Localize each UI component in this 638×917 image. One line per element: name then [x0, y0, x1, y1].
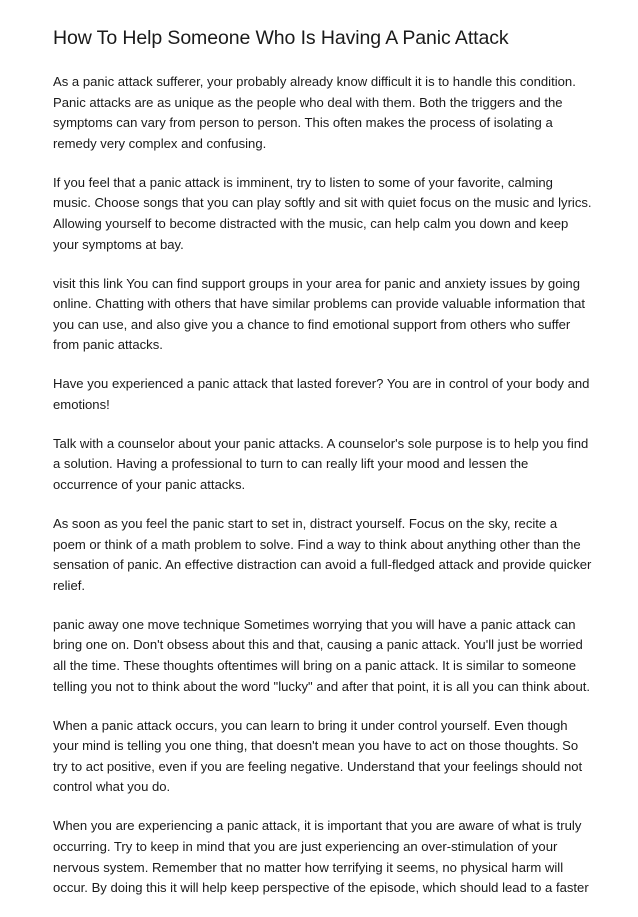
paragraph-6: As soon as you feel the panic start to set in, distract yourself. Focus on the sky, recite a poem or think of a math problem to solve. Find a way to think about anything other than the sensation of panic. An effective distraction can avoid a full-fledged attack and provide quicker relief. — [53, 516, 592, 593]
paragraph-9: When you are experiencing a panic attack, it is important that you are aware of what is truly occurring. Try to keep in mind that you are just experiencing an over-stimulation of your nervous system. Remember that no matter how terrifying it seems, no physical harm will occur. By doing this it will help keep perspective of the episode, which should lead to a faster — [53, 818, 589, 896]
paragraph-7: panic away one move technique Sometimes worrying that you will have a panic attack can bring one on. Don't obsess about this and that, causing a panic attack. You'll just be worried all the time. These thoughts oftentimes will bring on a panic attack. It is similar to someone telling you not to think about the word "lucky" and after that point, it is all you can think about. — [53, 616, 591, 694]
document-title: How To Help Someone Who Is Having A Panic Attack — [53, 27, 509, 49]
paragraph-1: As a panic attack sufferer, your probably already know difficult it is to handle this condition. Panic attacks are as unique as the people who deal with them. Both the triggers and the symptoms can vary from person to person. This often makes the process of isolating a remedy very complex and confusing. — [53, 74, 576, 151]
paragraph-8: When a panic attack occurs, you can learn to bring it under control yourself. Even though your mind is telling you one thing, that doesn't mean you have to act on those thoughts. So try to act positive, even if you are feeling negative. Understand that your feelings should not control what you do. — [53, 717, 583, 795]
paragraph-4: Have you experienced a panic attack that lasted forever? You are in control of your body and emotions! — [53, 376, 590, 412]
paragraph-5: Talk with a counselor about your panic attacks. A counselor's sole purpose is to help you find a solution. Having a professional to turn to can really lift your mood and lessen the occurrence of your panic attacks. — [53, 435, 589, 493]
paragraph-3: visit this link You can find support groups in your area for panic and anxiety issues by going online. Chatting with others that have similar problems can provide valuable information that you can use, and also give you a chance to find emotional support from others who suffer from panic attacks. — [53, 275, 586, 353]
document-page — [53, 22, 593, 917]
paragraph-2: If you feel that a panic attack is imminent, try to listen to some of your favorite, calming music. Choose songs that you can play softly and sit with quiet focus on the music and lyrics. Allowing yourself to become distracted with the music, can help calm you down and keep your symptoms at bay. — [53, 174, 592, 252]
